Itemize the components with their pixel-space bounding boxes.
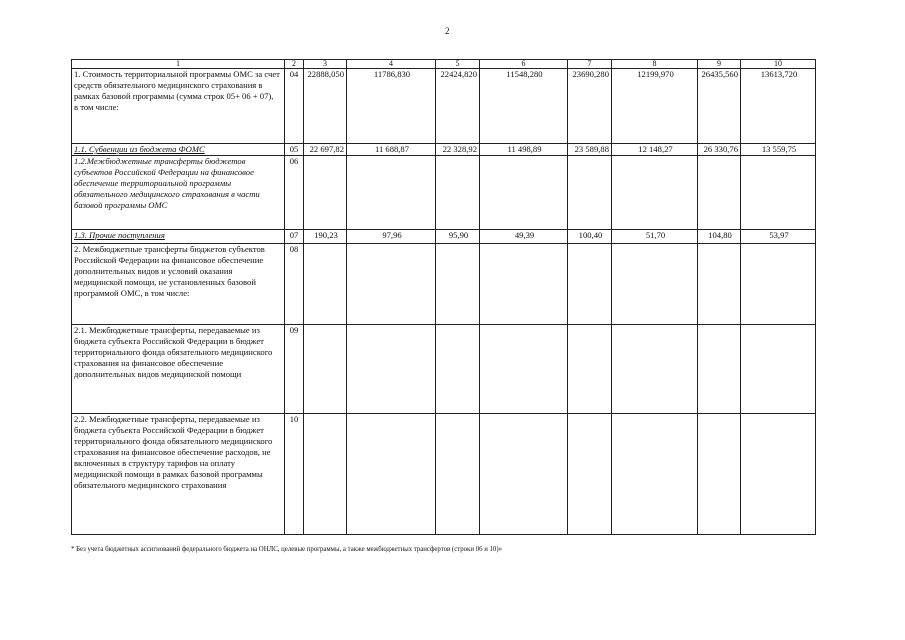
value-cell: 22888,050 (304, 69, 347, 144)
table-row (72, 414, 816, 535)
value-cell (304, 414, 347, 535)
value-cell (698, 414, 741, 535)
value-cell: 190,23 (304, 230, 347, 244)
value-cell: 49,39 (480, 230, 568, 244)
header-cell: 7 (568, 60, 612, 69)
table-row (72, 156, 816, 230)
value-cell: 26435,560 (698, 69, 741, 144)
value-cell: 11 688,87 (347, 144, 436, 156)
table-row (72, 69, 816, 144)
value-cell: 22 697,82 (304, 144, 347, 156)
table-row (72, 325, 816, 414)
value-cell: 13613,720 (741, 69, 816, 144)
value-cell (480, 244, 568, 325)
value-cell (568, 244, 612, 325)
header-cell: 10 (741, 60, 816, 69)
value-cell (347, 414, 436, 535)
header-row (72, 60, 816, 69)
value-cell (304, 156, 347, 230)
value-cell: 22 328,92 (436, 144, 480, 156)
value-cell: 26 330,76 (698, 144, 741, 156)
value-cell (568, 156, 612, 230)
value-cell: 13 559,75 (741, 144, 816, 156)
header-cell: 4 (347, 60, 436, 69)
value-cell (304, 325, 347, 414)
value-cell (741, 325, 816, 414)
value-cell: 22424,820 (436, 69, 480, 144)
page-number: 2 (445, 26, 450, 36)
value-cell: 12 148,27 (612, 144, 698, 156)
value-cell (480, 325, 568, 414)
row-description-text: 1. Стоимость территориальной программы ОМС за счет средств обязательного медицинского страхования в рамках базовой программы (сумма строк 05+ 06 + 07), (74, 69, 280, 101)
value-cell: 104,80 (698, 230, 741, 244)
financing-table (71, 59, 816, 535)
value-cell: 95,90 (436, 230, 480, 244)
value-cell (436, 156, 480, 230)
header-cell: 1 (72, 60, 285, 69)
value-cell: 11 498,89 (480, 144, 568, 156)
value-cell: 23690,280 (568, 69, 612, 144)
value-cell: 11786,830 (347, 69, 436, 144)
header-cell: 5 (436, 60, 480, 69)
row-code: 07 (285, 230, 304, 244)
value-cell: 11548,280 (480, 69, 568, 144)
value-cell: 97,96 (347, 230, 436, 244)
table-row (72, 230, 816, 244)
header-cell: 3 (304, 60, 347, 69)
table-row (72, 244, 816, 325)
header-cell: 6 (480, 60, 568, 69)
value-cell (436, 325, 480, 414)
row-description-tail: в том числе: (74, 102, 119, 112)
footnote: * Без учета бюджетных ассигнований федерального бюджета на ОНЛС, целевые программы, а также межбюджетных трансфертов (строки 06 и 10)» (71, 546, 502, 553)
value-cell (347, 325, 436, 414)
header-cell: 8 (612, 60, 698, 69)
row-description: 1.3. Прочие поступления (72, 230, 285, 244)
value-cell (698, 325, 741, 414)
value-cell: 53,97 (741, 230, 816, 244)
value-cell (612, 156, 698, 230)
row-description: 2.1. Межбюджетные трансферты, передаваемые из бюджета субъекта Российской Федерации в бюджет территориального фонда обязательного медицинского страхования на финансовое обеспечение дополнительных видов медицинской помощи (72, 325, 285, 414)
header-cell: 9 (698, 60, 741, 69)
value-cell (612, 325, 698, 414)
value-cell (698, 156, 741, 230)
value-cell (568, 414, 612, 535)
row-code: 05 (285, 144, 304, 156)
value-cell: 23 589,88 (568, 144, 612, 156)
row-code: 08 (285, 244, 304, 325)
value-cell: 51,70 (612, 230, 698, 244)
value-cell (698, 244, 741, 325)
value-cell (436, 414, 480, 535)
header-cell: 2 (285, 60, 304, 69)
value-cell (612, 414, 698, 535)
value-cell: 100,40 (568, 230, 612, 244)
row-code: 06 (285, 156, 304, 230)
row-description (72, 69, 285, 144)
row-description: 1.1. Субвенции из бюджета ФОМС (72, 144, 285, 156)
row-code: 10 (285, 414, 304, 535)
value-cell (568, 325, 612, 414)
value-cell (480, 156, 568, 230)
row-description: 1.2.Межбюджетные трансферты бюджетов субъектов Российской Федерации на финансовое обеспечение территориальной программы обязательного медицинского страхования в части базовой программы ОМС (72, 156, 285, 230)
row-description: 2.2. Межбюджетные трансферты, передаваемые из бюджета субъекта Российской Федерации в бюджет территориального фонда обязательного медицинского страхования на финансовое обеспечение расходов, не включенных в структуру тарифов на оплату медицинской помощи в рамках базовой программы обязательного медицинского страхования (72, 414, 285, 535)
value-cell (304, 244, 347, 325)
value-cell (741, 244, 816, 325)
value-cell (741, 156, 816, 230)
value-cell (480, 414, 568, 535)
row-description: 2. Межбюджетные трансферты бюджетов субъектов Российской Федерации на финансовое обеспечение дополнительных видов и условий оказания медицинской помощи, не установленных базовой программой ОМС, в том числе: (72, 244, 285, 325)
value-cell (612, 244, 698, 325)
value-cell (347, 244, 436, 325)
row-code: 09 (285, 325, 304, 414)
row-code: 04 (285, 69, 304, 144)
value-cell (741, 414, 816, 535)
value-cell: 12199,970 (612, 69, 698, 144)
value-cell (347, 156, 436, 230)
table-row (72, 144, 816, 156)
value-cell (436, 244, 480, 325)
